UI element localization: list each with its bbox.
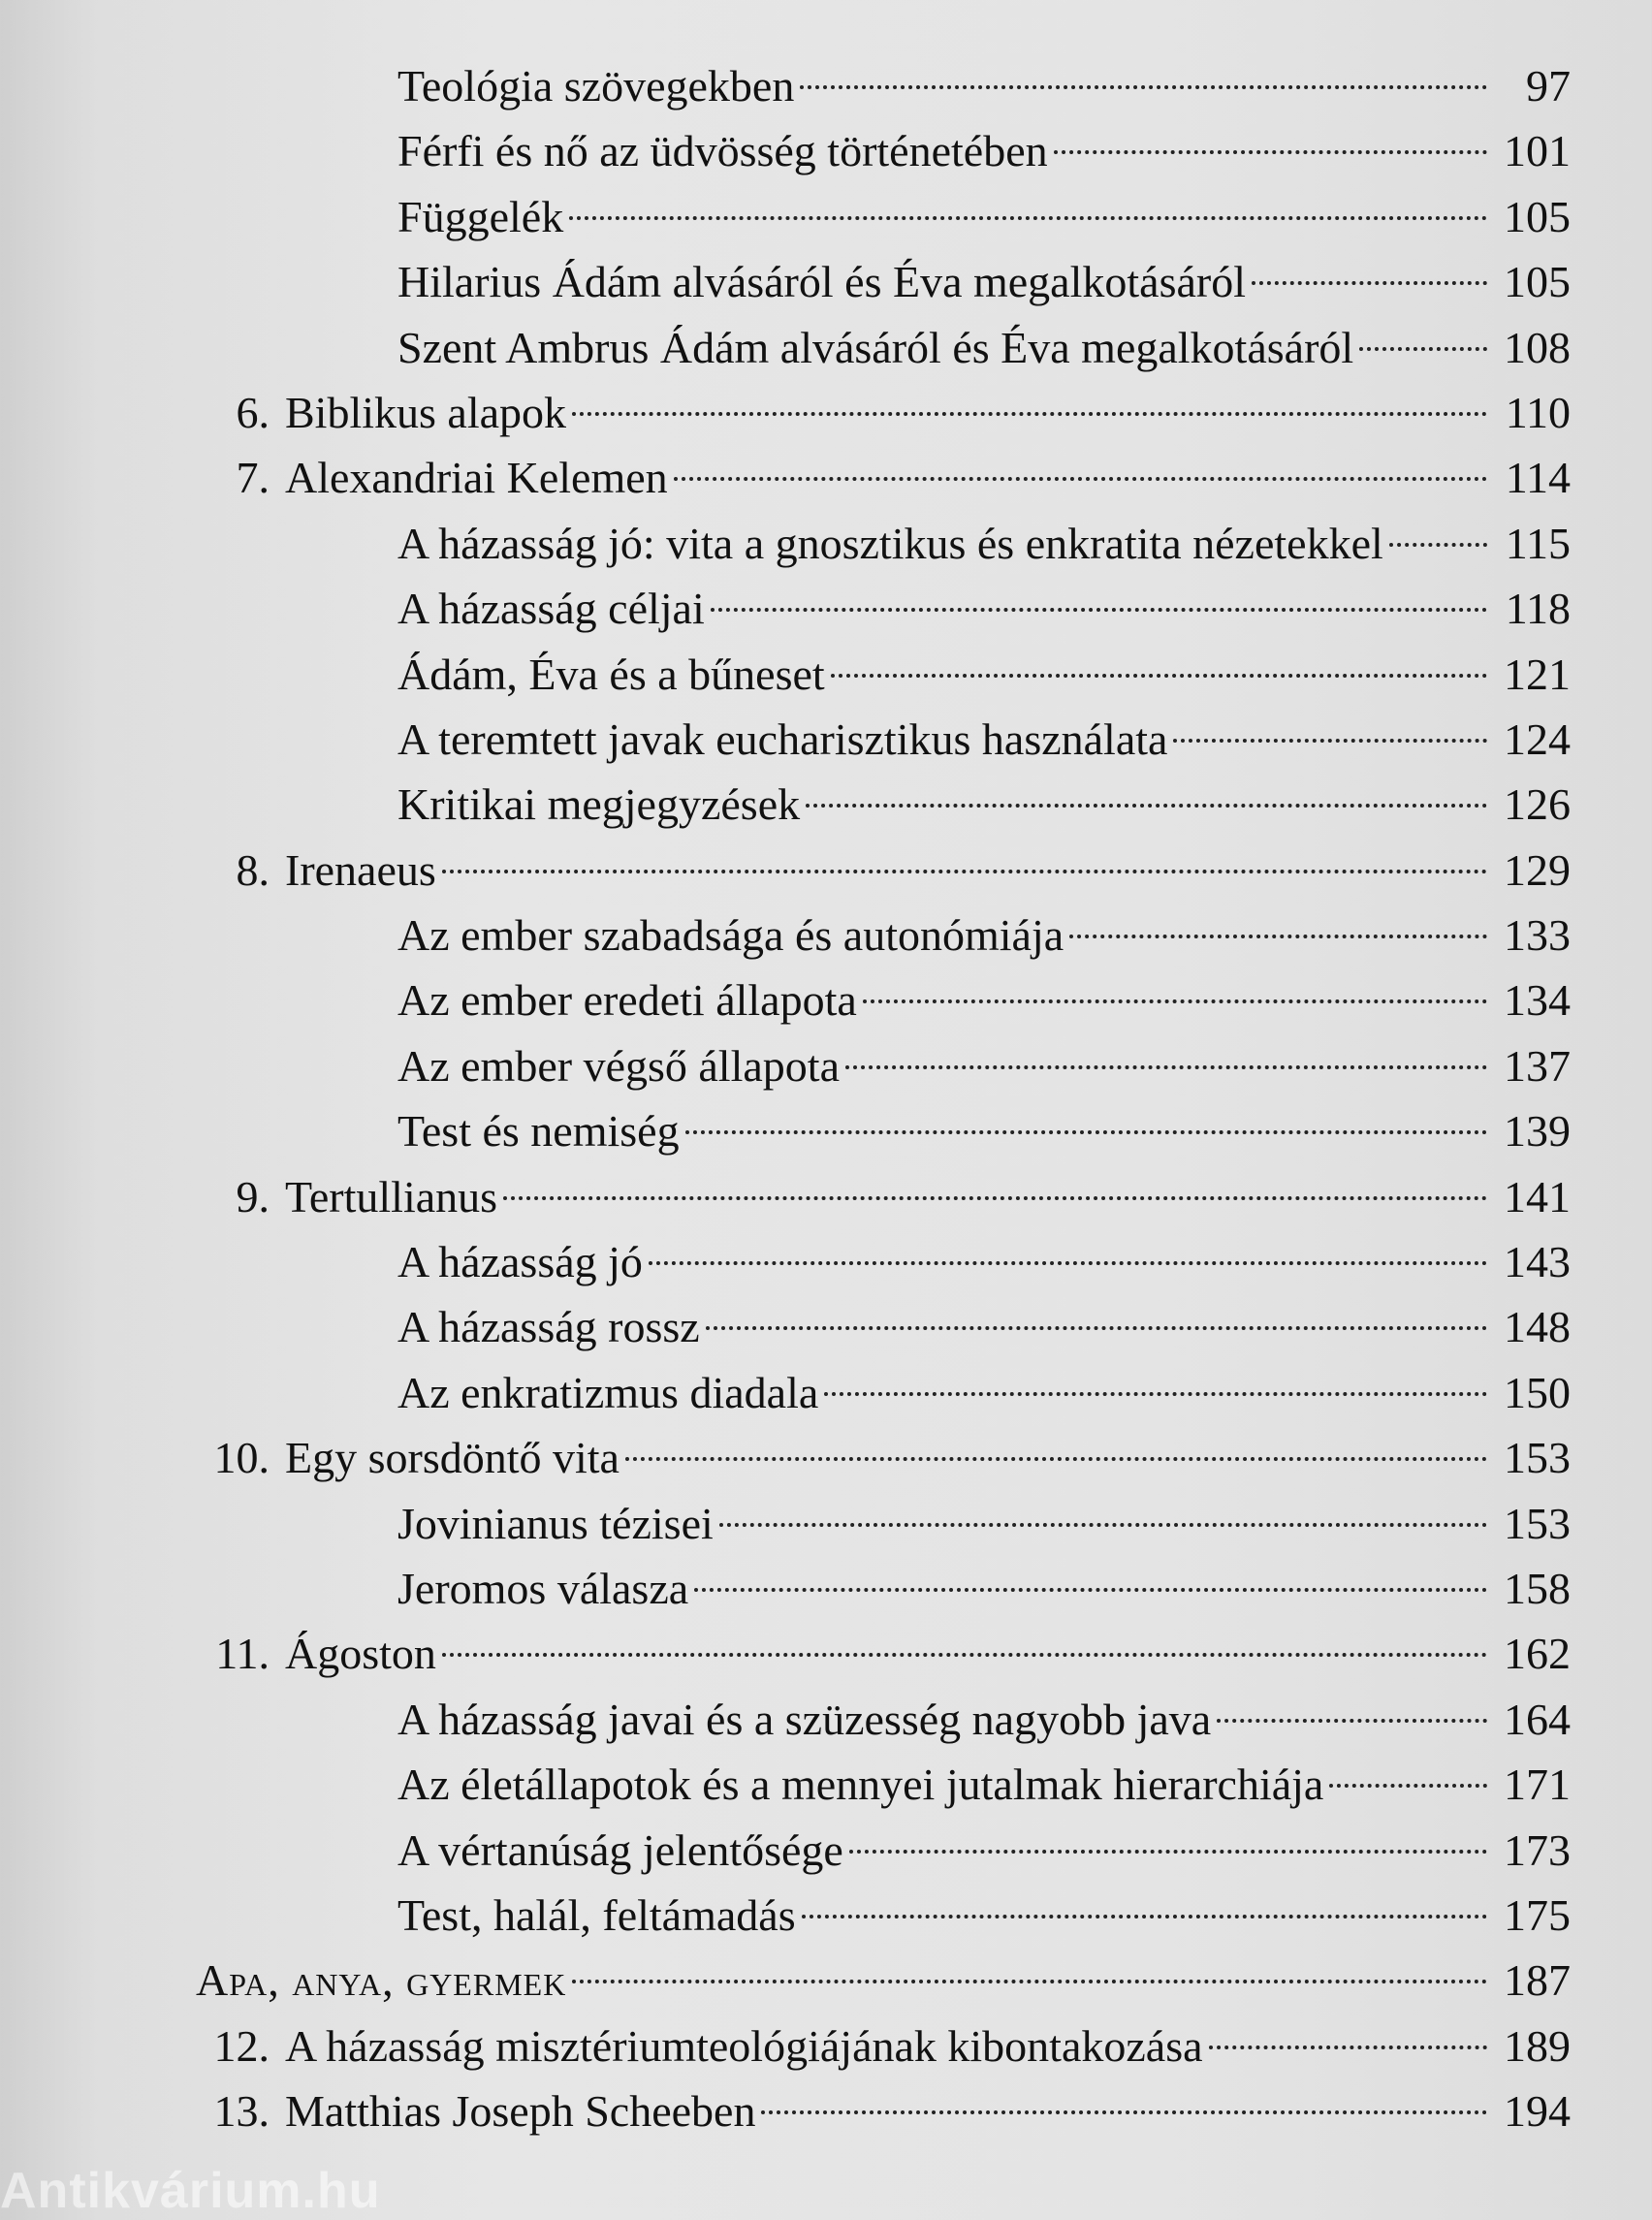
- dot-leader: [1329, 1784, 1487, 1788]
- toc-entry: [184, 1818, 1571, 1883]
- page-number: 175: [1504, 1889, 1571, 1940]
- dot-leader: [824, 1392, 1487, 1396]
- toc-entry: [184, 1491, 1571, 1556]
- entry-title: Ádám, Éva és a bűneset: [397, 649, 825, 699]
- page-number: 158: [1504, 1563, 1571, 1613]
- page-number: 110: [1505, 387, 1571, 437]
- entry-title: A házasság javai és a szüzesség nagyobb java: [397, 1694, 1212, 1744]
- entry-title: Matthias Joseph Scheeben: [285, 2086, 756, 2137]
- page-number: 141: [1504, 1171, 1571, 1221]
- dot-leader: [572, 412, 1487, 416]
- entry-title: Férfi és nő az üdvösség történetében: [397, 126, 1048, 176]
- entry-title: Az életállapotok és a mennyei jutalmak hierarchiája: [397, 1760, 1324, 1810]
- entry-title: A házasság céljai: [397, 584, 705, 634]
- page-number: 121: [1504, 649, 1571, 699]
- page-number: 162: [1504, 1629, 1571, 1679]
- page-number: 115: [1505, 518, 1571, 568]
- dot-leader: [802, 1915, 1487, 1919]
- entry-title: Az ember eredeti állapota: [397, 975, 857, 1026]
- page-number: 148: [1504, 1302, 1571, 1352]
- entry-title: Test, halál, feltámadás: [397, 1889, 796, 1940]
- page-number: 133: [1504, 910, 1571, 961]
- dot-leader: [706, 1326, 1487, 1330]
- toc-entry: [184, 380, 1571, 445]
- toc-entry: [184, 1294, 1571, 1359]
- toc-entry: [184, 1360, 1571, 1425]
- entry-title: A teremtett javak eucharisztikus használata: [397, 714, 1168, 764]
- chapter-number: 11.: [215, 1629, 270, 1679]
- toc-entry: [184, 838, 1571, 903]
- dot-leader: [806, 804, 1487, 808]
- dot-leader: [800, 85, 1487, 89]
- dot-leader: [1217, 1719, 1487, 1723]
- dot-leader: [694, 1588, 1487, 1592]
- toc-entry: [184, 642, 1571, 707]
- chapter-number: 12.: [213, 2020, 270, 2071]
- page-number: 194: [1504, 2086, 1571, 2137]
- entry-title: Hilarius Ádám alvásáról és Éva megalkotásáról: [397, 257, 1246, 307]
- page-number: 118: [1505, 584, 1571, 634]
- toc-entry: [184, 249, 1571, 314]
- chapter-number: 8.: [236, 844, 270, 895]
- page-number: 139: [1504, 1106, 1571, 1157]
- entry-title: Test és nemiség: [397, 1106, 680, 1157]
- dot-leader: [1209, 2046, 1487, 2049]
- toc-entry: [184, 1948, 1571, 2013]
- page-number: 114: [1505, 453, 1571, 503]
- toc-entry: [184, 1098, 1571, 1163]
- dot-leader: [674, 477, 1487, 481]
- dot-leader: [442, 870, 1487, 873]
- chapter-number: 7.: [236, 453, 270, 503]
- page-number: 173: [1504, 1824, 1571, 1875]
- page-number: 153: [1504, 1433, 1571, 1483]
- toc-entry: [184, 315, 1571, 380]
- toc-entry: [184, 903, 1571, 967]
- entry-title: Apa, anya, gyermek: [196, 1955, 567, 2006]
- toc-entry: [184, 1752, 1571, 1817]
- page-number: 129: [1504, 844, 1571, 895]
- toc-entry: [184, 445, 1571, 510]
- entry-title: A házasság jó: vita a gnosztikus és enkratita nézetekkel: [397, 518, 1383, 568]
- page-number: 134: [1504, 975, 1571, 1026]
- page-number: 171: [1504, 1760, 1571, 1810]
- entry-title: A vértanúság jelentősége: [397, 1824, 843, 1875]
- toc-entry: [184, 967, 1571, 1032]
- dot-leader: [1252, 281, 1487, 285]
- dot-leader: [685, 1130, 1487, 1134]
- table-of-contents: [184, 53, 1571, 2144]
- entry-title: A házasság jó: [397, 1237, 643, 1287]
- dot-leader: [572, 1980, 1487, 1983]
- dot-leader: [831, 674, 1487, 678]
- entry-title: Tertullianus: [285, 1171, 498, 1221]
- toc-entry: [184, 1556, 1571, 1621]
- entry-title: Teológia szövegekben: [397, 61, 795, 111]
- entry-title: Az ember szabadsága és autonómiája: [397, 910, 1064, 961]
- toc-entry: [184, 2014, 1571, 2078]
- page-number: 105: [1504, 257, 1571, 307]
- toc-entry: [184, 184, 1571, 249]
- entry-title: Az enkratizmus diadala: [397, 1367, 819, 1417]
- entry-title: Biblikus alapok: [285, 387, 567, 437]
- chapter-number: 13.: [213, 2086, 270, 2137]
- entry-title: Jovinianus tézisei: [397, 1498, 714, 1548]
- dot-leader: [649, 1261, 1487, 1265]
- dot-leader: [1173, 739, 1487, 743]
- dot-leader: [761, 2110, 1487, 2114]
- entry-title: Függelék: [397, 191, 564, 241]
- page-number: 108: [1504, 322, 1571, 372]
- entry-title: Alexandriai Kelemen: [285, 453, 668, 503]
- page-number: 124: [1504, 714, 1571, 764]
- chapter-number: 9.: [236, 1171, 270, 1221]
- dot-leader: [503, 1196, 1487, 1200]
- dot-leader: [719, 1523, 1487, 1527]
- page-number: 105: [1504, 191, 1571, 241]
- toc-entry: [184, 772, 1571, 837]
- toc-entry: [184, 118, 1571, 183]
- entry-title: A házasság misztériumteológiájának kibontakozása: [285, 2020, 1203, 2071]
- toc-entry: [184, 511, 1571, 576]
- dot-leader: [1359, 347, 1487, 351]
- toc-entry: [184, 1687, 1571, 1752]
- entry-title: Szent Ambrus Ádám alvásáról és Éva megalkotásáról: [397, 322, 1354, 372]
- page-number: 137: [1504, 1040, 1571, 1091]
- toc-entry: [184, 707, 1571, 772]
- page-number: 164: [1504, 1694, 1571, 1744]
- toc-entry: [184, 1425, 1571, 1490]
- dot-leader: [863, 999, 1487, 1003]
- entry-title: Irenaeus: [285, 844, 436, 895]
- page-number: 143: [1504, 1237, 1571, 1287]
- toc-entry: [184, 1229, 1571, 1294]
- dot-leader: [1389, 543, 1487, 547]
- page-number: 153: [1504, 1498, 1571, 1548]
- watermark: Antikvárium.hu: [0, 2163, 381, 2219]
- entry-title: A házasság rossz: [397, 1302, 700, 1352]
- page-number: 150: [1504, 1367, 1571, 1417]
- toc-entry: [184, 1883, 1571, 1948]
- toc-entry: [184, 1621, 1571, 1686]
- entry-title: Az ember végső állapota: [397, 1040, 840, 1091]
- dot-leader: [1069, 935, 1487, 938]
- dot-leader: [711, 608, 1487, 612]
- toc-entry: [184, 1033, 1571, 1098]
- chapter-number: 10.: [213, 1433, 270, 1483]
- page-number: 189: [1504, 2020, 1571, 2071]
- dot-leader: [1054, 150, 1487, 154]
- dot-leader: [625, 1457, 1487, 1461]
- entry-title: Kritikai megjegyzések: [397, 779, 801, 830]
- entry-title: Egy sorsdöntő vita: [285, 1433, 620, 1483]
- toc-entry: [184, 576, 1571, 641]
- toc-entry: [184, 2078, 1571, 2143]
- page-number: 97: [1526, 61, 1571, 111]
- toc-entry: [184, 1164, 1571, 1229]
- dot-leader: [849, 1850, 1487, 1854]
- dot-leader: [845, 1065, 1487, 1069]
- dot-leader: [569, 216, 1487, 220]
- entry-title: Jeromos válasza: [397, 1563, 689, 1613]
- chapter-number: 6.: [236, 387, 270, 437]
- page-number: 101: [1504, 126, 1571, 176]
- dot-leader: [442, 1653, 1487, 1657]
- page-number: 187: [1504, 1955, 1571, 2006]
- entry-title: Ágoston: [285, 1629, 436, 1679]
- page-number: 126: [1504, 779, 1571, 830]
- toc-entry: [184, 53, 1571, 118]
